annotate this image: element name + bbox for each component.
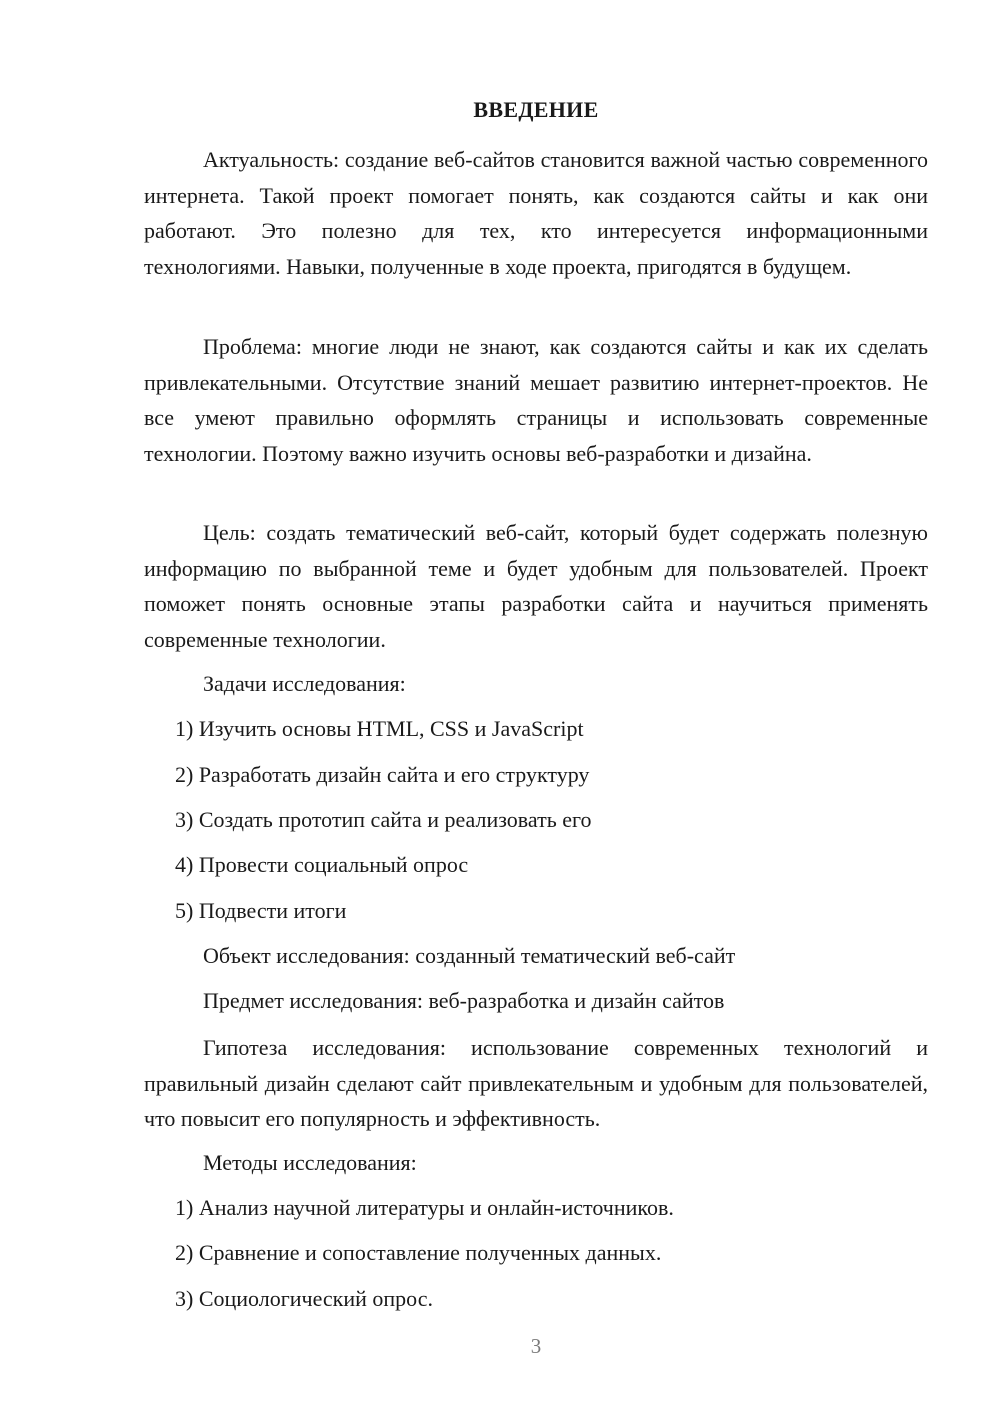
method-item: 1) Анализ научной литературы и онлайн-источников. xyxy=(175,1195,674,1220)
task-item: 3) Создать прототип сайта и реализовать его xyxy=(175,807,592,832)
task-item: 1) Изучить основы HTML, CSS и JavaScript xyxy=(175,716,584,741)
tasks-heading: Задачи исследования: xyxy=(203,671,406,696)
paragraph-hypothesis: Гипотеза исследования: использование современных технологий и правильный дизайн сделают сайт привлекательным и удобным для пользователей, что повысит его популярность и эффективность. xyxy=(144,1035,928,1131)
method-item: 3) Социологический опрос. xyxy=(175,1286,433,1311)
task-item: 4) Провести социальный опрос xyxy=(175,852,469,877)
method-item: 2) Сравнение и сопоставление полученных данных. xyxy=(175,1240,662,1265)
paragraph-problem: Проблема: многие люди не знают, как создаются сайты и как их сделать привлекательными. Отсутствие знаний мешает развитию интернет-проектов. Не все умеют правильно оформлять страницы и использовать современные технологии. Поэтому важно изучить основы веб-разработки и дизайна. xyxy=(144,334,928,466)
paragraph-relevance: Актуальность: создание веб-сайтов становится важной частью современного интернета. Такой проект помогает понять, как создаются сайты и как они работают. Это полезно для тех, кто интересуется информационными технологиями. Навыки, полученные в ходе проекта, пригодятся в будущем. xyxy=(144,147,928,279)
paragraph-goal: Цель: создать тематический веб-сайт, который будет содержать полезную информацию по выбранной теме и будет удобным для пользователей. Проект поможет понять основные этапы разработки сайта и научиться применять современные технологии. xyxy=(144,520,928,652)
page-number: 3 xyxy=(530,1334,542,1358)
task-item: 5) Подвести итоги xyxy=(175,898,347,923)
methods-heading: Методы исследования: xyxy=(203,1150,417,1175)
research-subject: Предмет исследования: веб-разработка и дизайн сайтов xyxy=(203,988,725,1013)
research-object: Объект исследования: созданный тематический веб-сайт xyxy=(203,943,736,968)
task-item: 2) Разработать дизайн сайта и его структуру xyxy=(175,762,590,787)
section-title: ВВЕДЕНИЕ xyxy=(473,97,599,122)
